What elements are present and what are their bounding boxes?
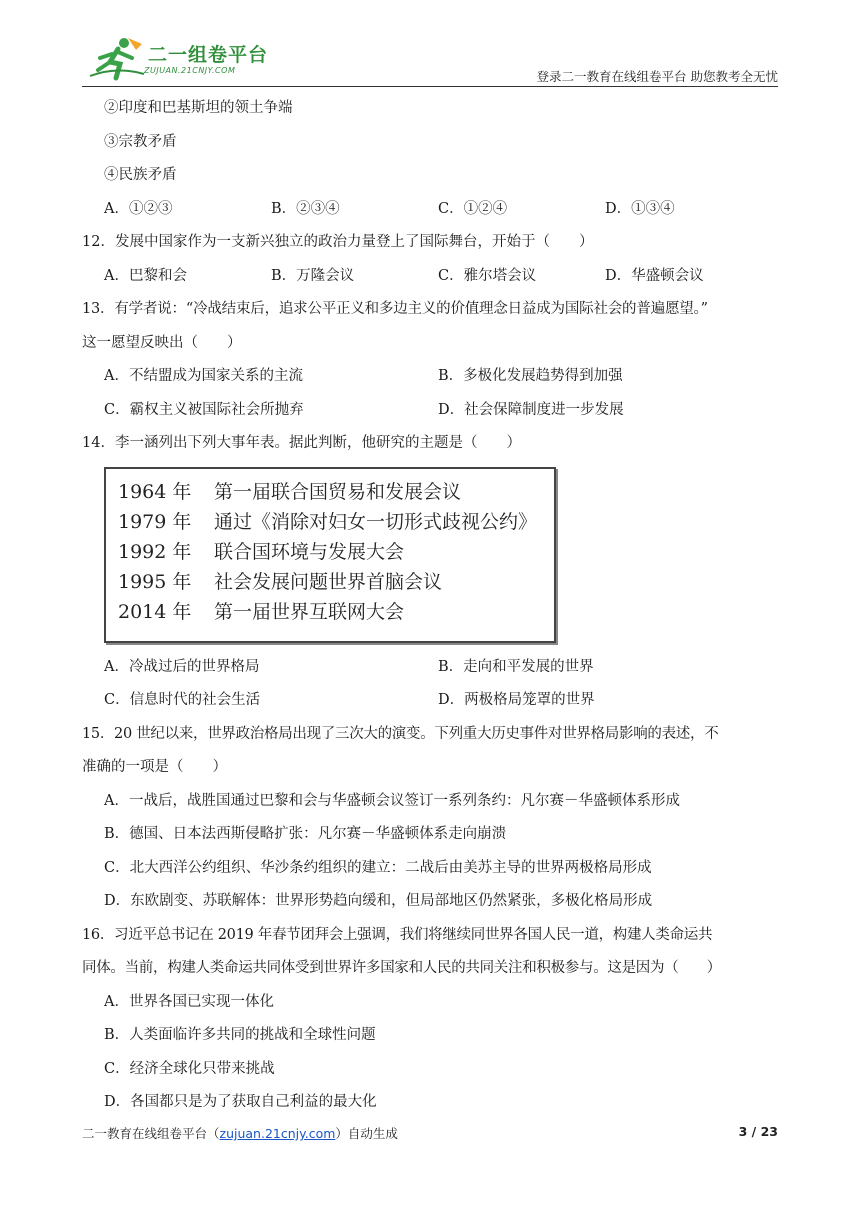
q11-options xyxy=(82,193,780,227)
option-a[interactable]: A．①②③ xyxy=(104,200,173,217)
option-a[interactable]: A．世界各国已实现一体化 xyxy=(104,993,274,1010)
logo-subtitle: ZUJUAN.21CNJY.COM xyxy=(144,66,236,75)
footer-prefix: 二一教育在线组卷平台（ xyxy=(82,1126,220,1141)
runner-logo-icon xyxy=(88,36,146,82)
timeline-event: 第一届世界互联网大会 xyxy=(214,600,405,623)
option-c[interactable]: C．①②④ xyxy=(438,200,508,217)
timeline-year: 1992 年 xyxy=(118,540,192,563)
q16-stem-line1: 16．习近平总书记在 2019 年春节团拜会上强调，我们将继续同世界各国人民一道，构建人类命运共 xyxy=(82,926,713,943)
option-b[interactable]: B．德国、日本法西斯侵略扩张：凡尔赛－华盛顿体系走向崩溃 xyxy=(104,826,507,842)
timeline-year: 1995 年 xyxy=(118,570,192,593)
timeline-year: 1964 年 xyxy=(118,480,192,503)
q12-stem: 12．发展中国家作为一支新兴独立的政治力量登上了国际舞台，开始于（ ） xyxy=(82,234,594,250)
timeline-year: 2014 年 xyxy=(118,600,192,623)
option-d[interactable]: D．①③④ xyxy=(605,200,675,217)
option-a[interactable]: A．一战后，战胜国通过巴黎和会与华盛顿会议签订一系列条约：凡尔赛－华盛顿体系形成 xyxy=(104,792,680,809)
option-b[interactable]: B．多极化发展趋势得到加强 xyxy=(438,368,623,384)
timeline-year: 1979 年 xyxy=(118,510,192,533)
q11-statement-3: ③宗教矛盾 xyxy=(104,133,177,150)
option-b[interactable]: B．万隆会议 xyxy=(271,267,355,284)
q13-stem-line1: 13．有学者说：“冷战结束后，追求公平正义和多边主义的价值理念日益成为国际社会的普遍愿望。” xyxy=(82,301,708,317)
q11-statement-4: ④民族矛盾 xyxy=(104,167,177,183)
header-slogan: 登录二一教育在线组卷平台 助您教考全无忧 xyxy=(536,69,778,84)
timeline-row xyxy=(106,567,554,597)
timeline-event: 第一届联合国贸易和发展会议 xyxy=(214,480,462,503)
option-d[interactable]: D．华盛顿会议 xyxy=(605,267,704,284)
q16-stem-line2: 同体。当前，构建人类命运共同体受到世界许多国家和人民的共同关注和积极参与。这是因为（ ） xyxy=(82,960,721,976)
option-c[interactable]: C．北大西洋公约组织、华沙条约组织的建立：二战后由美苏主导的世界两极格局形成 xyxy=(104,859,652,876)
timeline-event: 联合国环境与发展大会 xyxy=(214,540,405,563)
option-a[interactable]: A．冷战过后的世界格局 xyxy=(104,658,260,675)
q15-stem-line2: 准确的一项是（ ） xyxy=(82,759,227,775)
q11-statement-2: ②印度和巴基斯坦的领土争端 xyxy=(104,100,293,116)
option-c[interactable]: C．经济全球化只带来挑战 xyxy=(104,1060,275,1077)
footer-link[interactable]: zujuan.21cnjy.com xyxy=(219,1126,336,1141)
option-c[interactable]: C．霸权主义被国际社会所抛弃 xyxy=(104,401,304,418)
timeline-event: 通过《消除对妇女一切形式歧视公约》 xyxy=(214,510,538,533)
q13-stem-line2: 这一愿望反映出（ ） xyxy=(82,334,242,351)
logo-title: 二一组卷平台 xyxy=(148,44,269,66)
option-b[interactable]: B．人类面临许多共同的挑战和全球性问题 xyxy=(104,1027,376,1043)
option-c[interactable]: C．雅尔塔会议 xyxy=(438,267,537,284)
timeline-row xyxy=(106,507,554,537)
q14-stem: 14．李一涵列出下列大事年表。据此判断，他研究的主题是（ ） xyxy=(82,435,521,451)
option-b[interactable]: B．②③④ xyxy=(271,200,340,217)
option-d[interactable]: D．东欧剧变、苏联解体：世界形势趋向缓和，但局部地区仍然紧张，多极化格局形成 xyxy=(104,893,653,909)
timeline-table xyxy=(104,467,556,643)
q13-options-row1 xyxy=(82,360,780,394)
footer-suffix: ）自动生成 xyxy=(335,1126,398,1141)
option-c[interactable]: C．信息时代的社会生活 xyxy=(104,692,261,708)
timeline-row xyxy=(106,597,554,627)
q13-options-row2 xyxy=(82,394,780,428)
option-a[interactable]: A．不结盟成为国家关系的主流 xyxy=(104,368,303,384)
page-number: 3 / 23 xyxy=(738,1124,778,1139)
timeline-row xyxy=(106,477,554,507)
site-logo[interactable] xyxy=(88,36,288,84)
option-d[interactable]: D．各国都只是为了获取自己利益的最大化 xyxy=(104,1094,377,1110)
option-d[interactable]: D．社会保障制度进一步发展 xyxy=(438,401,624,418)
q14-options-row2 xyxy=(82,684,780,718)
page-footer xyxy=(82,1124,778,1142)
timeline-event: 社会发展问题世界首脑会议 xyxy=(214,570,443,593)
q12-options xyxy=(82,260,780,294)
option-b[interactable]: B．走向和平发展的世界 xyxy=(438,658,594,675)
option-a[interactable]: A．巴黎和会 xyxy=(104,267,187,284)
q15-stem-line1: 15．20 世纪以来，世界政治格局出现了三次大的演变。下列重大历史事件对世界格局影响的表述，不 xyxy=(82,725,719,742)
option-d[interactable]: D．两极格局笼罩的世界 xyxy=(438,692,595,708)
header-divider xyxy=(82,86,778,87)
timeline-row xyxy=(106,537,554,567)
question-content xyxy=(82,92,780,1120)
page-header xyxy=(0,0,860,88)
q14-options-row1 xyxy=(82,651,780,685)
